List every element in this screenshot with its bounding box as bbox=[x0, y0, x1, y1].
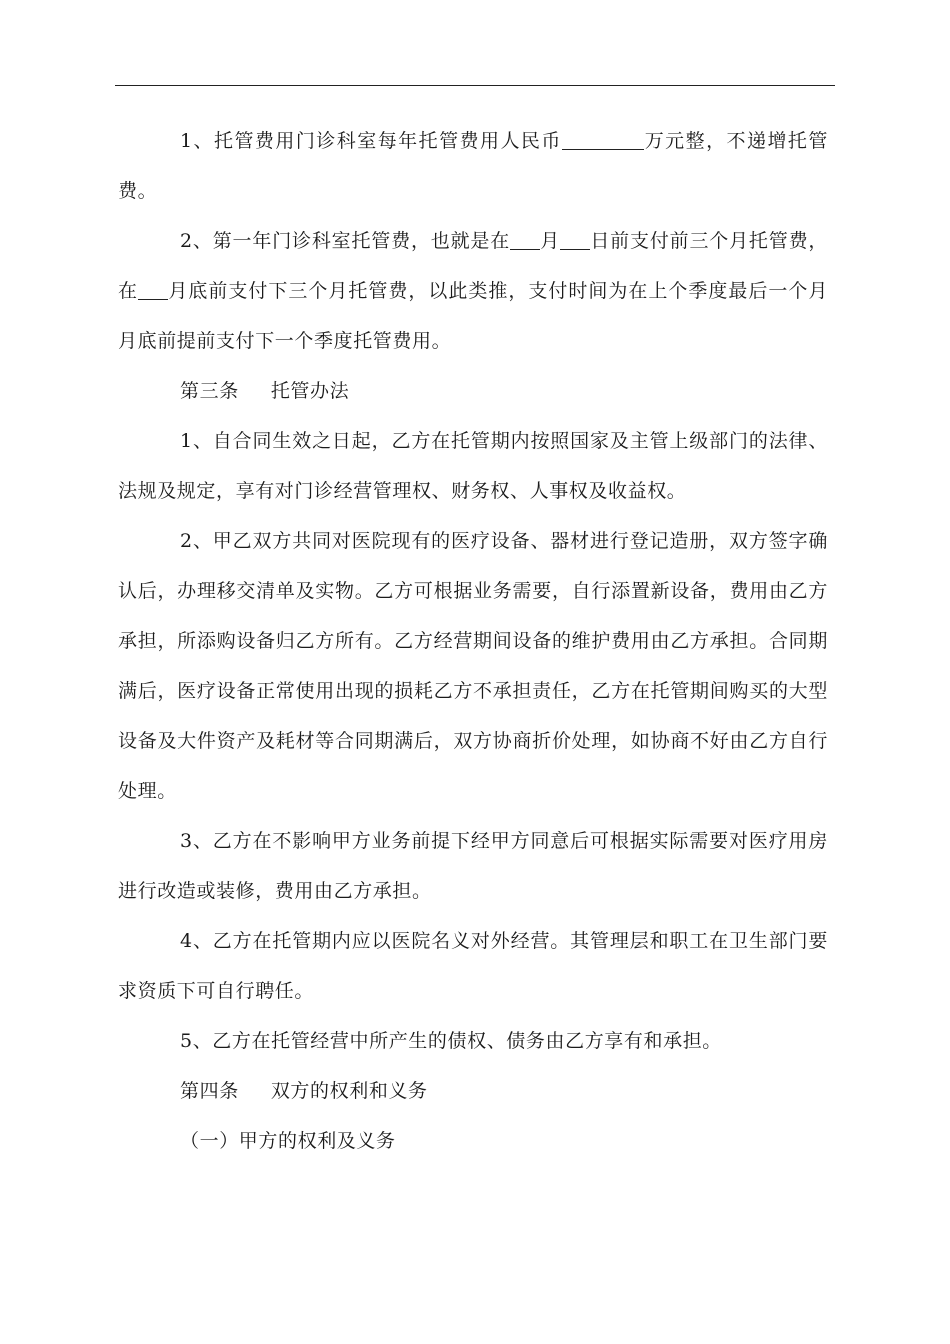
section-1-heading: （一）甲方的权利及义务 bbox=[180, 1130, 396, 1152]
article-4-title: 双方的权利和义务 bbox=[270, 1080, 428, 1102]
payment-text-2: 月 bbox=[540, 230, 561, 252]
month-blank bbox=[510, 229, 540, 250]
clause-3-1: 1、自合同生效之日起，乙方在托管期内按照国家及主管上级部门的法律、法规及规定，享有对门诊经营管理权、财务权、人事权及收益权。 bbox=[118, 430, 828, 502]
fee-amount-blank bbox=[562, 129, 644, 150]
article-3-heading bbox=[118, 366, 828, 416]
payment-paragraph bbox=[118, 216, 828, 366]
payment-text-3: 日前支付前三个月托管费，在 bbox=[118, 230, 828, 302]
payment-text-4: 月底前支付下三个月托管费，以此类推，支付时间为在上个季度最后一个月月底前提前支付下一个季度托管费用。 bbox=[118, 280, 828, 352]
fee-paragraph bbox=[118, 116, 828, 216]
fee-text-before: 1、托管费用门诊科室每年托管费用人民币 bbox=[180, 130, 562, 152]
month-blank-2 bbox=[138, 279, 168, 300]
article-3-title: 托管办法 bbox=[270, 380, 350, 402]
clause-3-2: 2、甲乙双方共同对医院现有的医疗设备、器材进行登记造册，双方签字确认后，办理移交清单及实物。乙方可根据业务需要，自行添置新设备，费用由乙方承担，所添购设备归乙方所有。乙方经营期间设备的维护费用由乙方承担。合同期满后，医疗设备正常使用出现的损耗乙方不承担责任，乙方在托管期间购买的大型设备及大件资产及耗材等合同期满后，双方协商折价处理，如协商不好由乙方自行处理。 bbox=[118, 530, 828, 802]
clause-3-3: 3、乙方在不影响甲方业务前提下经甲方同意后可根据实际需要对医疗用房进行改造或装修，费用由乙方承担。 bbox=[118, 830, 828, 902]
article-4-number: 第四条 bbox=[180, 1080, 239, 1102]
day-blank bbox=[560, 229, 590, 250]
clause-3-5: 5、乙方在托管经营中所产生的债权、债务由乙方享有和承担。 bbox=[180, 1030, 722, 1052]
article-4-heading bbox=[118, 1066, 828, 1116]
document-body bbox=[118, 116, 828, 1166]
header-rule bbox=[115, 85, 835, 86]
fee-text-after: 万元整，不递增托管费。 bbox=[118, 130, 828, 202]
clause-3-4: 4、乙方在托管期内应以医院名义对外经营。其管理层和职工在卫生部门要求资质下可自行聘任。 bbox=[118, 930, 828, 1002]
article-3-number: 第三条 bbox=[180, 380, 239, 402]
payment-text-1: 2、第一年门诊科室托管费，也就是在 bbox=[180, 230, 511, 252]
